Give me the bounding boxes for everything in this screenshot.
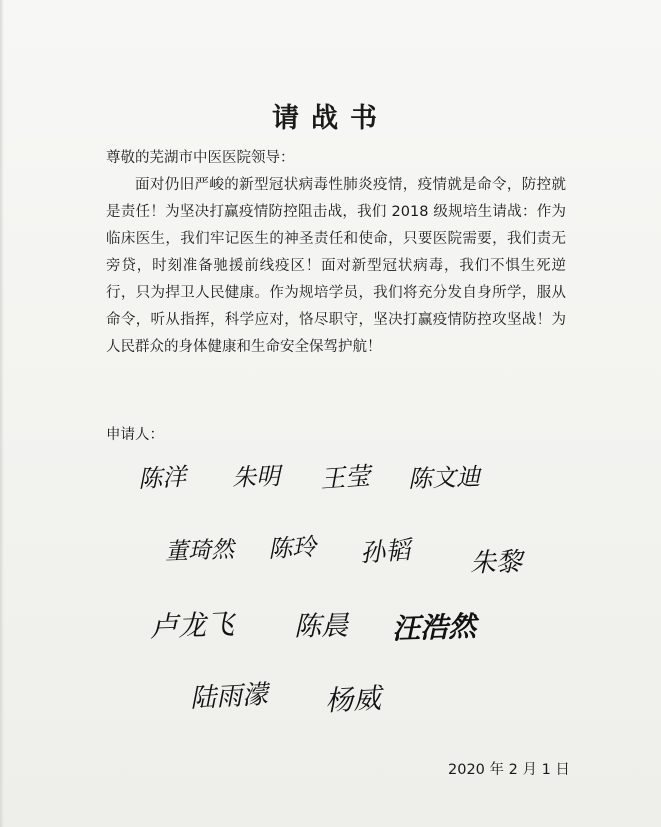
signature: 董琦然 bbox=[164, 536, 235, 566]
salutation: 尊敬的芜湖市中医医院领导： bbox=[106, 150, 295, 166]
letter-title: 请战书 bbox=[272, 103, 389, 134]
signature: 杨威 bbox=[324, 681, 382, 718]
letter-date: 2020 年 2 月 1 日 bbox=[448, 762, 570, 778]
signature: 陈晨 bbox=[293, 610, 349, 643]
applicant-label: 申请人： bbox=[106, 427, 164, 443]
signature: 孙韬 bbox=[359, 535, 412, 568]
signature: 陈玲 bbox=[267, 532, 317, 564]
signature: 陈洋 bbox=[137, 462, 187, 494]
signature: 王莹 bbox=[319, 461, 372, 494]
body-paragraph: 面对仍旧严峻的新型冠状病毒性肺炎疫情，疫情就是命令，防控就是责任！为坚决打赢疫情防控阻击战，我们 2018 级规培生请战：作为临床医生，我们牢记医生的神圣责任和使命，只要医院需要，我们责无旁贷，时刻准备驰援前线疫区！面对新型冠状病毒，我们不惧生死逆行，只为捍卫人民健康。作为规培学员，我们将充分发自身所学，服从命令，听从指挥，科学应对，恪尽职守，坚决打赢疫情防控攻坚战！为人民群众的身体健康和生命安全保驾护航！ bbox=[106, 177, 566, 355]
signature: 朱明 bbox=[231, 462, 281, 492]
signature: 卢龙飞 bbox=[149, 607, 235, 644]
signature: 汪浩然 bbox=[391, 609, 477, 646]
signature: 陆雨濛 bbox=[189, 679, 269, 715]
letter-body bbox=[106, 172, 566, 361]
signature: 陈文迪 bbox=[407, 462, 481, 494]
signature: 朱黎 bbox=[469, 547, 523, 579]
